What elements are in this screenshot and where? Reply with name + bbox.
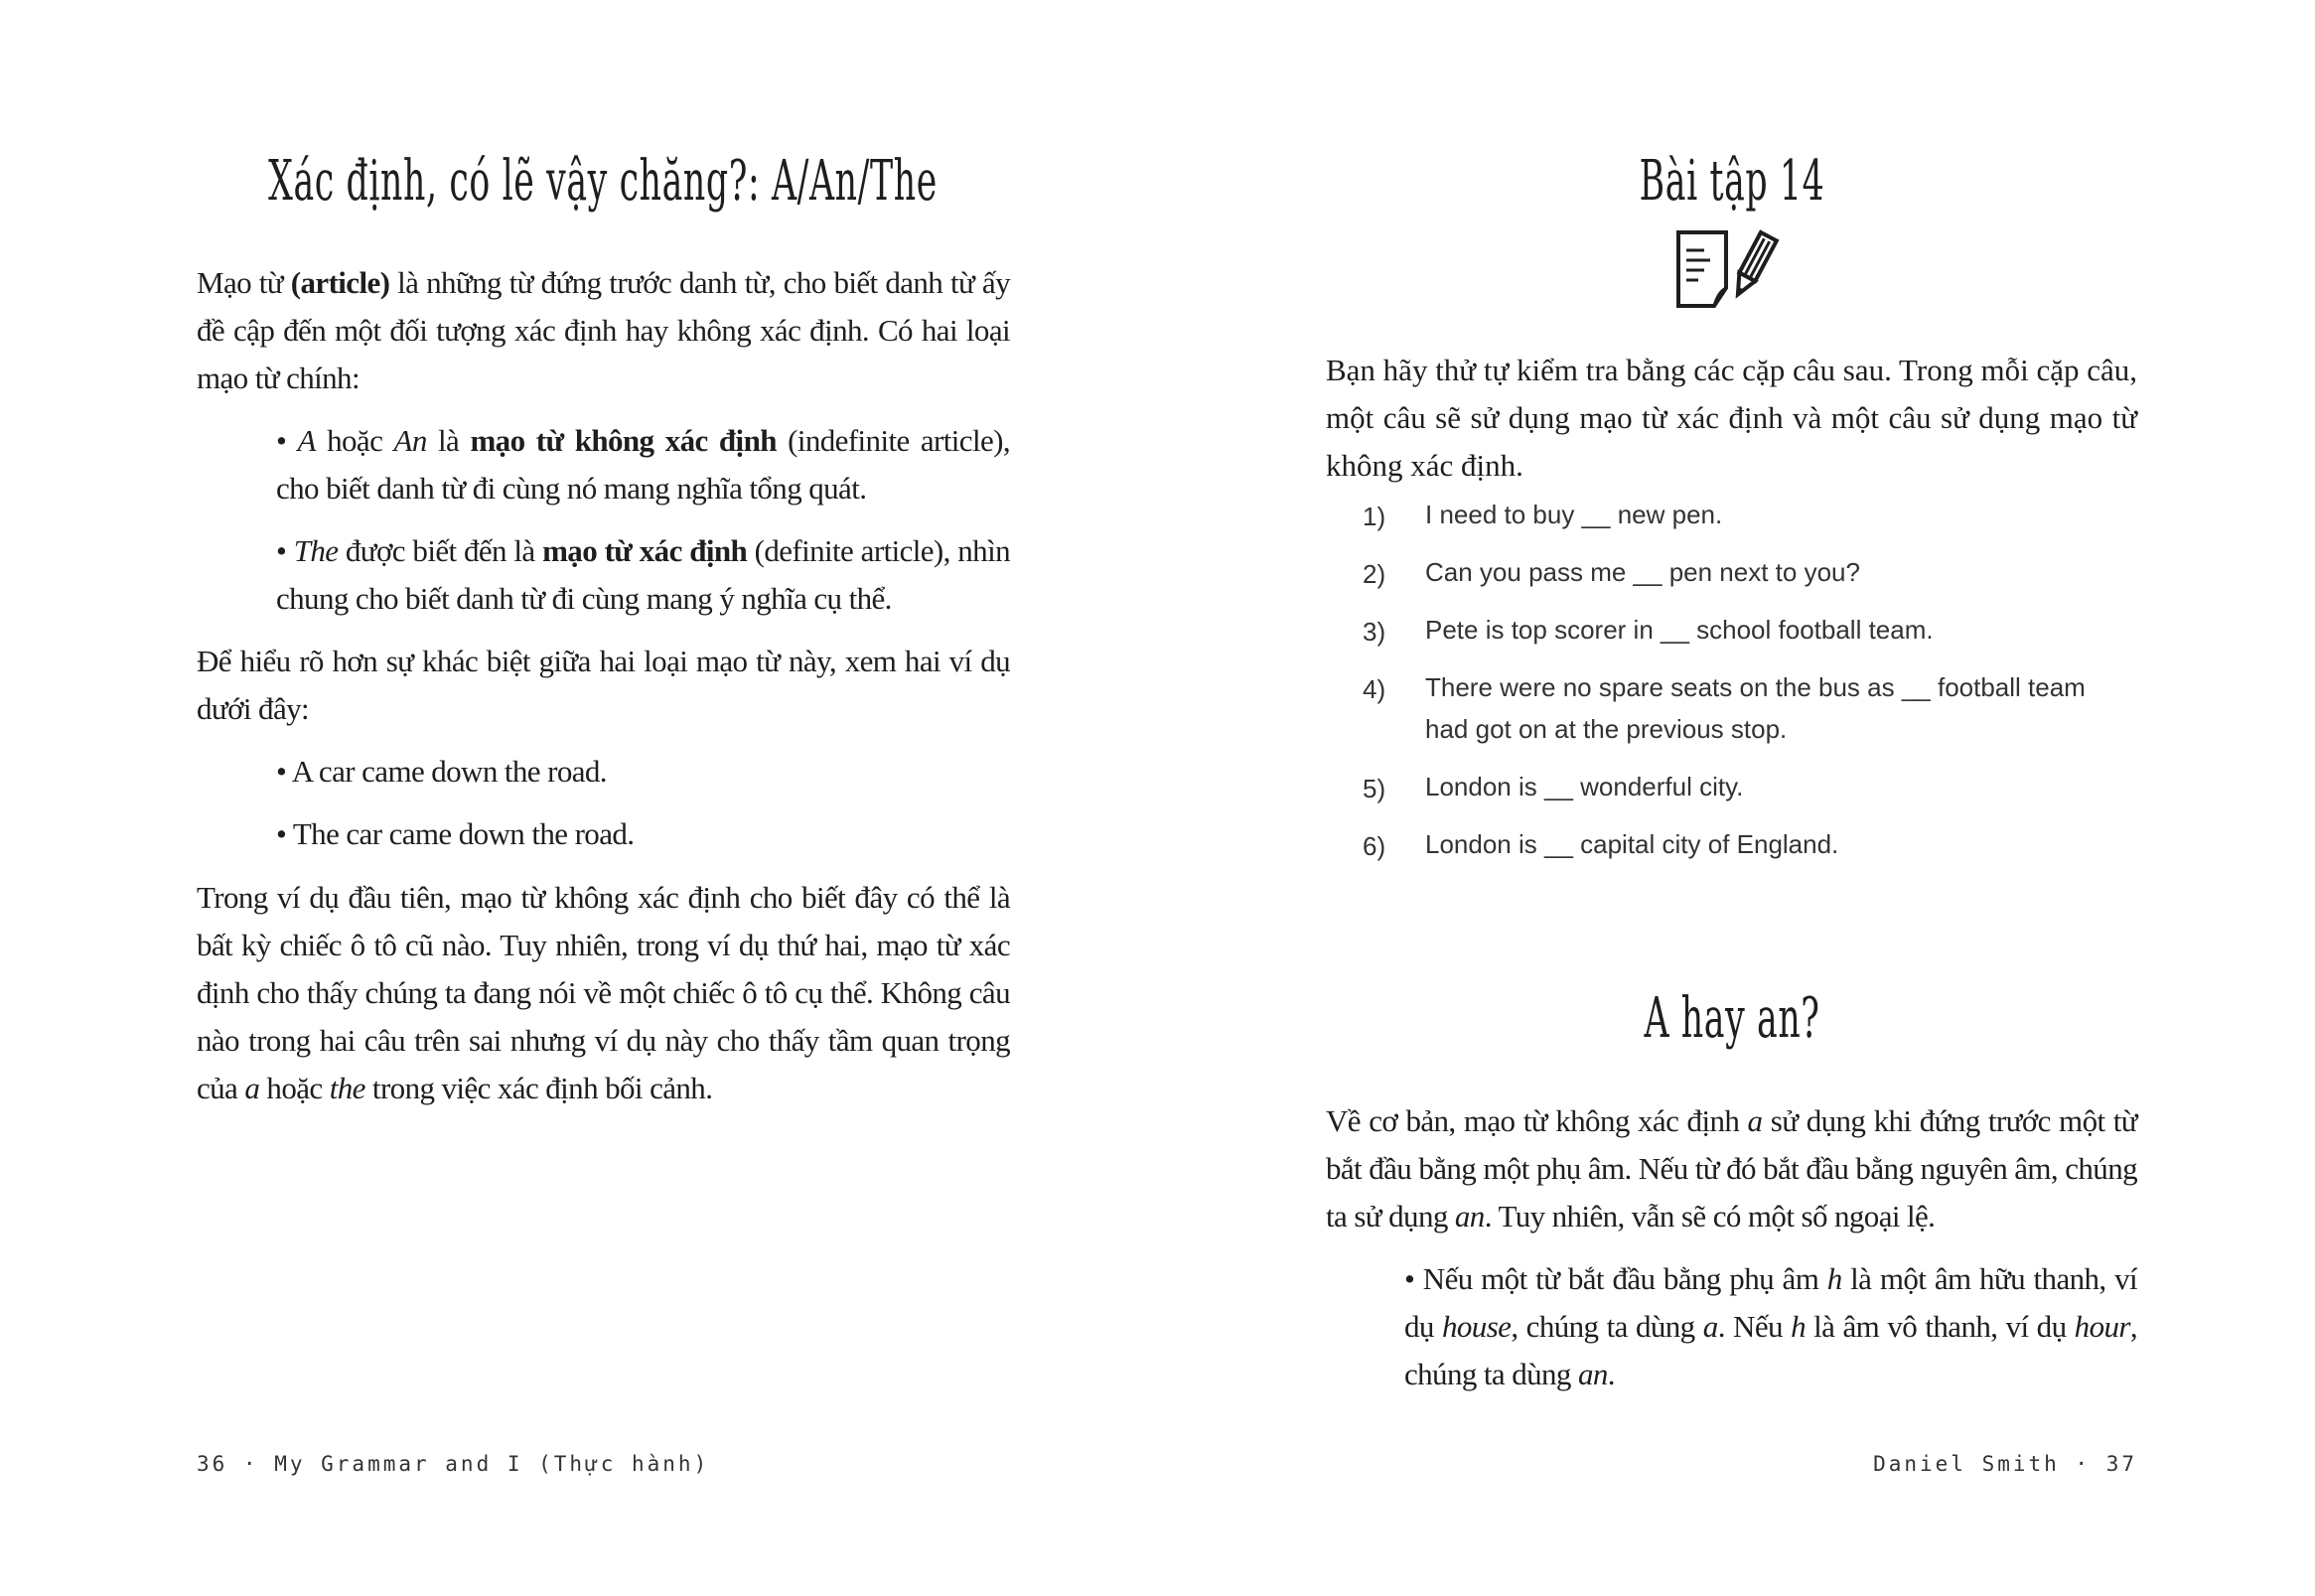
italic-text: the xyxy=(329,1071,365,1105)
text-run: là một âm hữu thanh, ví dụ xyxy=(1404,1261,2137,1344)
examples-intro xyxy=(197,638,1010,733)
text-run: . Nếu xyxy=(1717,1309,1792,1344)
exercise-text: There were no spare seats on the bus as __ football team had got on at the previous stop. xyxy=(1425,672,2086,744)
text-run: . xyxy=(1607,1357,1615,1391)
text-run: Để hiểu rõ hơn sự khác biệt giữa hai loại mạo từ này, xem hai ví dụ dưới đây: xyxy=(197,644,1010,726)
text-run: Trong ví dụ đầu tiên, mạo từ không xác định cho biết đây có thể là bất kỳ chiếc ô tô cũ nào. Tuy nhiên, trong ví dụ thứ hai, mạo từ xác định cho thấy chúng ta đang nói về một chiếc ô tô cụ thể. Không câu nào trong hai câu trên sai nhưng ví dụ này cho thấy tầm quan trọng của xyxy=(197,880,1010,1105)
italic-text: An xyxy=(393,423,427,458)
intro-paragraph xyxy=(197,259,1010,402)
explanation-paragraph xyxy=(197,874,1010,1112)
exercise-number: 1) xyxy=(1363,502,1386,531)
text-run: là âm vô thanh, ví dụ xyxy=(1805,1309,2075,1344)
exercise-paper-pencil-icon xyxy=(1674,228,1789,310)
a-an-paragraph xyxy=(1326,1097,2137,1240)
text-run: Nếu một từ bắt đầu bằng phụ âm xyxy=(1422,1261,1827,1296)
text-run: . Tuy nhiên, vẫn sẽ có một số ngoại lệ. xyxy=(1484,1199,1936,1233)
bold-text: mạo từ không xác định xyxy=(470,423,777,458)
italic-text: house xyxy=(1442,1309,1512,1344)
example-a xyxy=(276,748,1010,796)
text-run: trong việc xác định bối cảnh. xyxy=(364,1071,713,1105)
italic-text: h xyxy=(1826,1261,1842,1296)
bullet-indefinite xyxy=(276,417,1010,512)
text-run: , chúng ta dùng xyxy=(1404,1309,2137,1391)
text-run: Về cơ bản, mạo từ không xác định xyxy=(1326,1103,1748,1138)
exercise-number: 5) xyxy=(1363,774,1386,803)
text-run: Mạo từ xyxy=(197,265,291,300)
italic-text: A xyxy=(297,423,316,458)
text-run: hoặc xyxy=(315,423,394,458)
example-the xyxy=(276,810,1010,858)
text-run: là xyxy=(426,423,471,458)
exercise-number: 6) xyxy=(1363,831,1386,861)
italic-text: an xyxy=(1577,1357,1608,1391)
italic-text: an xyxy=(1454,1199,1485,1233)
italic-text: a xyxy=(244,1071,260,1105)
section-title: Xác định, có lẽ vậy chăng?: A/An/The xyxy=(268,149,938,214)
text-run: sử dụng khi đứng trước một từ bắt đầu bằng một phụ âm. Nếu từ đó bắt đầu bằng nguyên âm, chúng ta sử dụng xyxy=(1326,1103,2137,1233)
exercise-text: Can you pass me __ pen next to you? xyxy=(1425,557,1860,587)
italic-text: The xyxy=(293,533,339,568)
italic-text: a xyxy=(1747,1103,1763,1138)
italic-text: h xyxy=(1791,1309,1806,1344)
bold-text: (article) xyxy=(290,265,390,300)
left-page xyxy=(0,0,1157,1596)
exercise-number: 2) xyxy=(1363,559,1386,589)
exercise-text: London is __ capital city of England. xyxy=(1425,829,1839,859)
exercise-instructions xyxy=(1326,347,2137,490)
exercise-title: Bài tập 14 xyxy=(1639,149,1825,214)
text-run: hoặc xyxy=(259,1071,330,1105)
italic-text: hour xyxy=(2074,1309,2130,1344)
text-run: (definite article), nhìn chung cho biết danh từ đi cùng mang ý nghĩa cụ thể. xyxy=(276,533,1010,616)
text-run: là những từ đứng trước danh từ, cho biết danh từ ấy đề cập đến một đối tượng xác định hay không xác định. Có hai loại mạo từ chính: xyxy=(197,265,1010,395)
bullet-h-rule xyxy=(1404,1255,2137,1398)
bold-text: mạo từ xác định xyxy=(542,533,748,568)
section-title-a-or-an: A hay an? xyxy=(1644,986,1820,1051)
text-run: The car came down the road. xyxy=(292,816,635,851)
exercise-text: I need to buy __ new pen. xyxy=(1425,500,1723,529)
text-run: được biết đến là xyxy=(338,533,543,568)
text-run: Bạn hãy thử tự kiểm tra bằng các cặp câu sau. Trong mỗi cặp câu, một câu sẽ sử dụng mạo từ xác định và một câu sử dụng mạo từ không xác định. xyxy=(1326,353,2137,483)
page-footer-right: Daniel Smith · 37 xyxy=(1873,1452,2137,1476)
exercise-number: 3) xyxy=(1363,617,1386,647)
right-page xyxy=(1158,0,2315,1596)
exercise-text: London is __ wonderful city. xyxy=(1425,772,1744,801)
text-run: A car came down the road. xyxy=(291,754,607,789)
text-run: , chúng ta dùng xyxy=(1511,1309,1703,1344)
exercise-number: 4) xyxy=(1363,674,1386,704)
italic-text: a xyxy=(1702,1309,1718,1344)
page-footer-left: 36 · My Grammar and I (Thực hành) xyxy=(197,1452,710,1476)
bullet-definite xyxy=(276,527,1010,623)
text-run: (indefinite article), cho biết danh từ đi cùng nó mang nghĩa tổng quát. xyxy=(276,423,1011,506)
exercise-list xyxy=(1363,502,2157,879)
exercise-text: Pete is top scorer in __ school football team. xyxy=(1425,615,1934,645)
